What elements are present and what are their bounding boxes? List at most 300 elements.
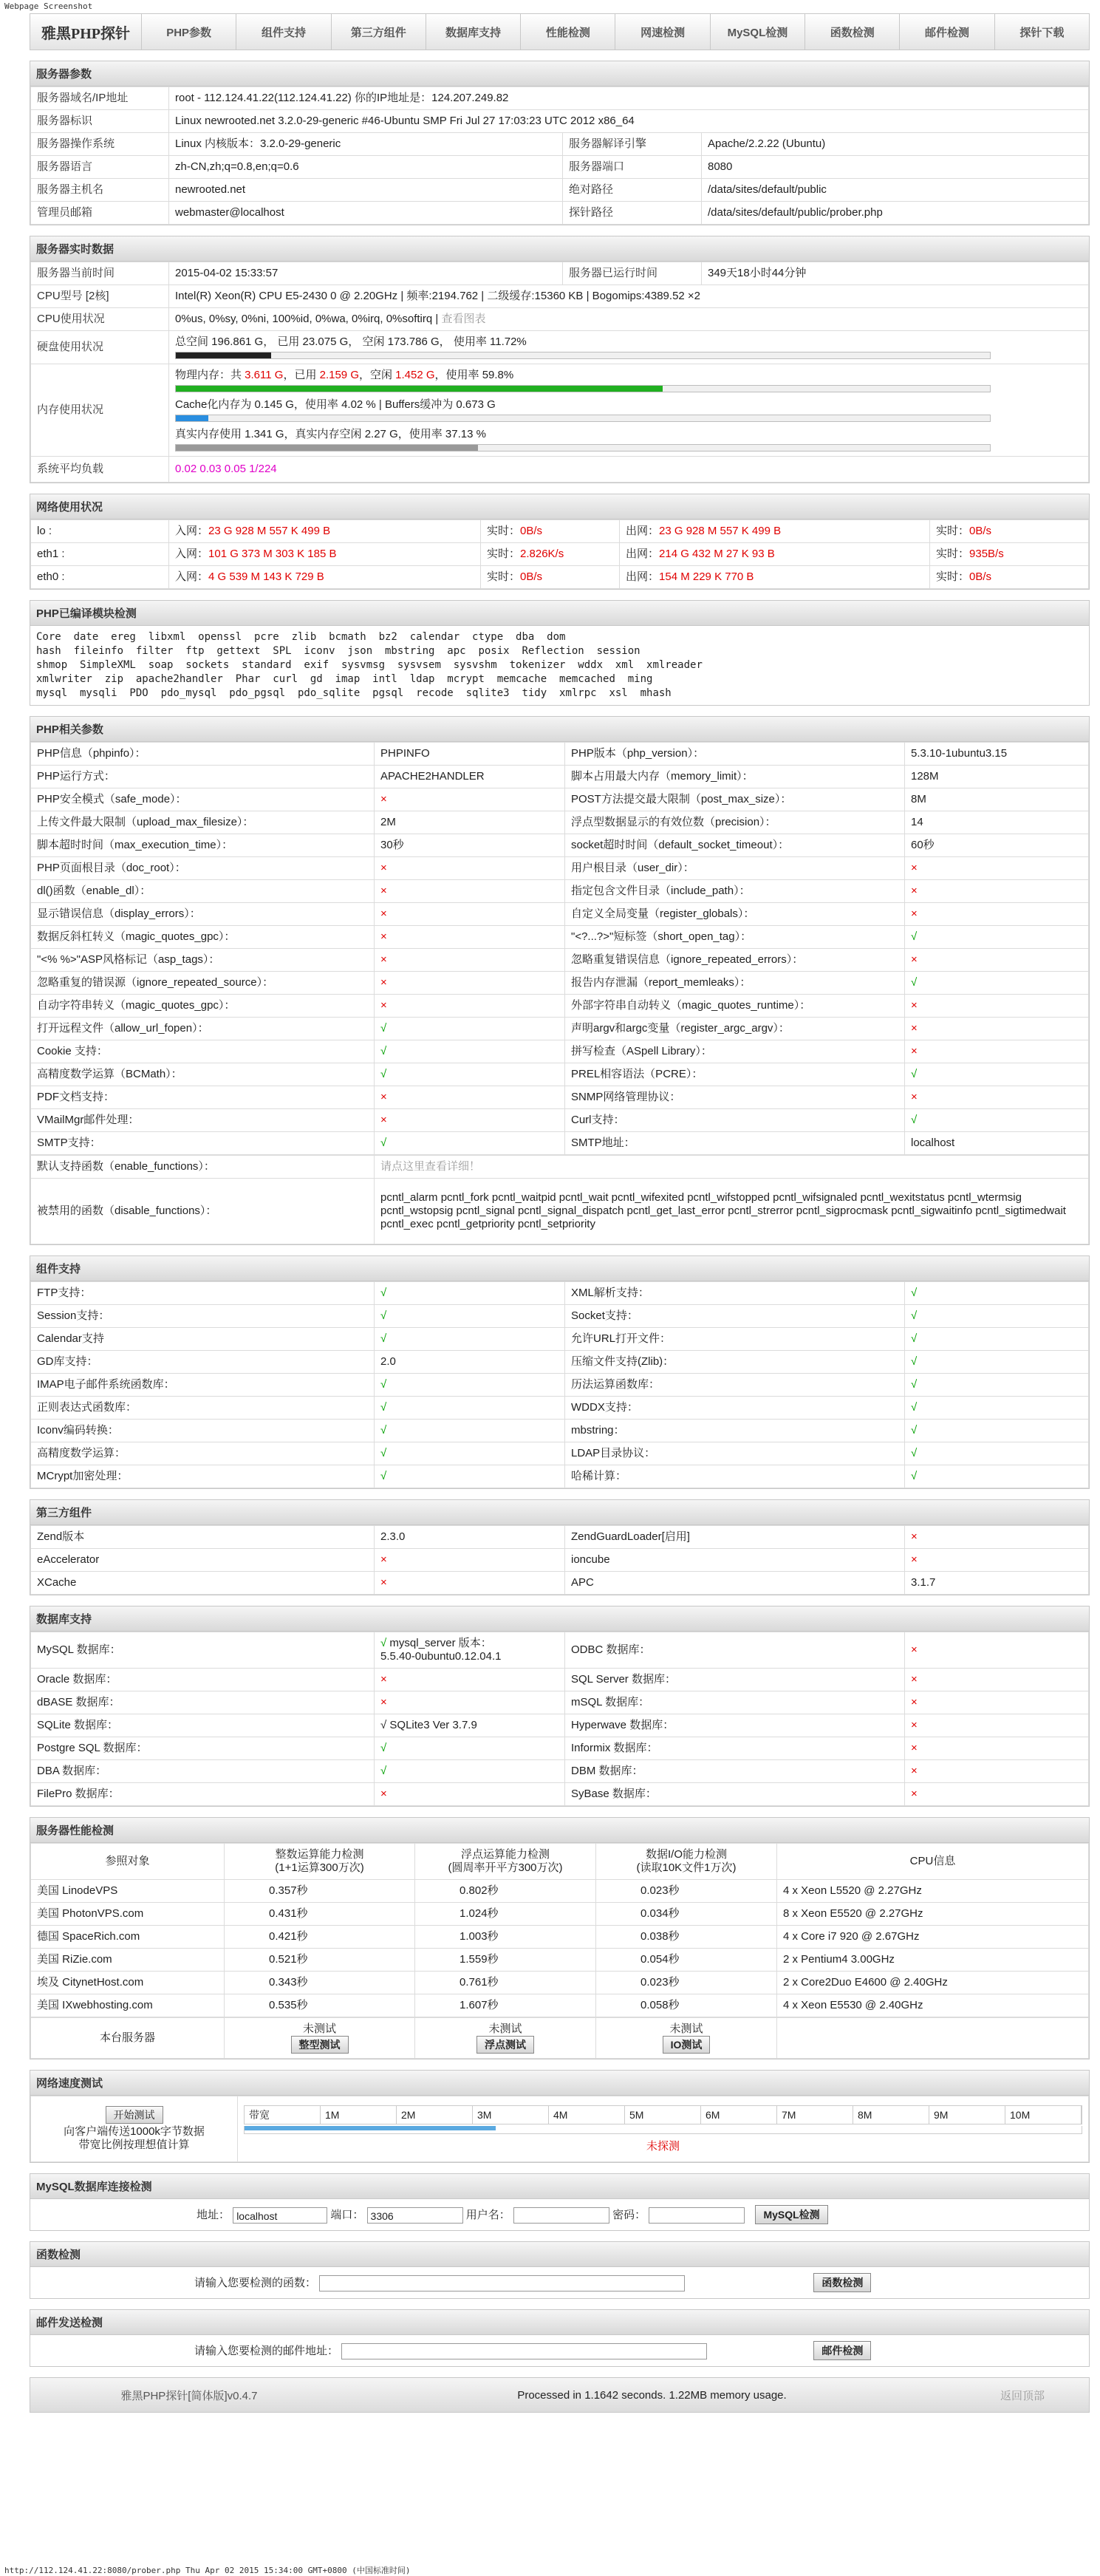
int-test-button[interactable]: 整型测试: [291, 2036, 349, 2054]
row-label: 绝对路径: [563, 179, 702, 202]
iface-name: eth1 :: [31, 543, 169, 566]
password-label: 密码：: [612, 2209, 646, 2221]
row-value: 60秒: [905, 834, 1089, 857]
row-label: 正则表达式函数库：: [31, 1397, 375, 1420]
table-row: [31, 110, 1089, 133]
row-label: Hyperwave 数据库：: [565, 1714, 905, 1737]
mem-phys-prefix: 物理内存：共: [175, 369, 245, 381]
section-title: 数据库支持: [30, 1606, 1089, 1632]
section-title: 服务器性能检测: [30, 1818, 1089, 1843]
row-value: √: [905, 1374, 1089, 1397]
table-row: [31, 1549, 1089, 1572]
row-value: √: [905, 1420, 1089, 1442]
function-input[interactable]: [319, 2275, 685, 2292]
table-row: [31, 1760, 1089, 1783]
out-rt-value: 0B/s: [969, 570, 992, 583]
performance-section: [30, 1817, 1090, 2059]
row-value: √: [375, 1063, 565, 1086]
row-value: 14: [905, 811, 1089, 834]
row-value: √: [375, 1737, 565, 1760]
iface-in-rt: [481, 566, 620, 589]
row-value: /data/sites/default/public: [702, 179, 1089, 202]
server-params-table: [30, 86, 1089, 225]
bandwidth-scale: [244, 2105, 1082, 2124]
mem-label: 内存使用状况: [31, 364, 169, 457]
in-label: 入网：: [175, 525, 209, 537]
cpu-chart-link[interactable]: 查看图表: [441, 313, 486, 325]
bandwidth-bar: [244, 2126, 1082, 2134]
mem-phys-free: 1.452 G: [395, 369, 435, 381]
row-value: 30秒: [375, 834, 565, 857]
nav-database[interactable]: 数据库支持: [426, 14, 521, 50]
io-result: 0.054秒: [596, 1949, 777, 1972]
table-row: [31, 1669, 1089, 1691]
row-label: Session支持：: [31, 1305, 375, 1328]
speed-status: 未探测: [646, 2139, 680, 2153]
mem-real-fill: [176, 445, 478, 451]
out-rt-value: 0B/s: [969, 525, 992, 537]
table-row: [31, 811, 1089, 834]
time-label: 服务器当前时间: [31, 262, 169, 285]
section-title: 邮件发送检测: [30, 2310, 1089, 2335]
row-value: ×: [905, 1783, 1089, 1806]
row-value: ×: [375, 788, 565, 811]
row-value: ×: [905, 880, 1089, 903]
mem-cache-bar: [175, 415, 991, 422]
speed-left-cell: [31, 2096, 238, 2162]
mysql-check-section: [30, 2173, 1090, 2231]
row-value: /data/sites/default/public/prober.php: [702, 202, 1089, 225]
disk-value: 总空间 196.861 G， 已用 23.075 G， 空闲 173.786 G， 使用率 11.72%: [175, 335, 527, 348]
iface-out: [620, 543, 930, 566]
local-cpu-cell: [777, 2018, 1089, 2059]
in-rt-value: 0B/s: [520, 570, 543, 583]
table-row: [31, 1109, 1089, 1132]
start-speed-test-button[interactable]: 开始测试: [106, 2106, 163, 2124]
row-value: √: [905, 1282, 1089, 1305]
row-value: ×: [375, 1691, 565, 1714]
nav-components[interactable]: 组件支持: [236, 14, 331, 50]
row-label: 脚本超时时间（max_execution_time）：: [31, 834, 375, 857]
section-title: 组件支持: [30, 1256, 1089, 1281]
table-row: [31, 1397, 1089, 1420]
scale-tick: 5M: [625, 2106, 701, 2124]
mail-check-section: [30, 2309, 1090, 2367]
table-row: [31, 262, 1089, 285]
nav-download[interactable]: 探针下载: [1019, 26, 1065, 39]
row-label: XCache: [31, 1572, 375, 1595]
table-row: [31, 1063, 1089, 1086]
mem-phys-rate: ，使用率 59.8%: [434, 369, 514, 381]
load-value: 0.02 0.03 0.05 1/224: [169, 457, 1089, 483]
iface-in-rt: [481, 520, 620, 543]
row-label: SyBase 数据库：: [565, 1783, 905, 1806]
section-title: PHP相关参数: [30, 717, 1089, 742]
table-row: [31, 156, 1089, 179]
cpu-sep: |: [435, 313, 442, 325]
nav-mail-check[interactable]: 邮件检测: [900, 14, 994, 50]
float-test-cell: [415, 2018, 596, 2059]
row-label: SQL Server 数据库：: [565, 1669, 905, 1691]
row-value: √: [375, 1282, 565, 1305]
out-rt-value: 935B/s: [969, 548, 1004, 560]
row-label: 压缩文件支持(Zlib)：: [565, 1351, 905, 1374]
in-value: 23 G 928 M 557 K 499 B: [208, 525, 331, 537]
row-label: Curl支持：: [565, 1109, 905, 1132]
row-value: √: [905, 1351, 1089, 1374]
in-label: 入网：: [175, 548, 209, 560]
row-value: √: [375, 1374, 565, 1397]
table-row: [31, 880, 1089, 903]
row-value: APACHE2HANDLER: [375, 766, 565, 788]
row-label: 探针路径: [563, 202, 702, 225]
row-value: √: [905, 972, 1089, 995]
section-title: 函数检测: [30, 2242, 1089, 2267]
row-value: √: [375, 1328, 565, 1351]
mem-physical-fill: [176, 386, 663, 392]
rt-label: 实时：: [487, 548, 521, 560]
row-label: XML解析支持：: [565, 1282, 905, 1305]
io-test-button[interactable]: IO测试: [663, 2036, 711, 2054]
table-row: [31, 1994, 1089, 2017]
mysql-check-button[interactable]: MySQL检测: [755, 2205, 827, 2224]
row-value: √: [375, 1040, 565, 1063]
enable-functions-link[interactable]: 请点这里查看详细！: [375, 1156, 1089, 1179]
row-label: 数据反斜杠转义（magic_quotes_gpc）：: [31, 926, 375, 949]
mem-phys-free-label: ，空闲: [358, 369, 396, 381]
row-label: 声明argv和argc变量（register_argc_argv）：: [565, 1018, 905, 1040]
iface-out-rt: [930, 520, 1089, 543]
time-value: 2015-04-02 15:33:57: [169, 262, 563, 285]
nav-php-params[interactable]: PHP参数: [142, 14, 236, 50]
scale-tick: 10M: [1005, 2106, 1082, 2124]
mem-phys-used-label: ，已用: [283, 369, 320, 381]
third-party-section: [30, 1499, 1090, 1595]
host-name: 美国 LinodeVPS: [31, 1880, 225, 1903]
iface-out-rt: [930, 543, 1089, 566]
row-value: ×: [375, 903, 565, 926]
mem-cell: [169, 364, 1089, 457]
iface-name: eth0 :: [31, 566, 169, 589]
scale-tick: 带宽: [245, 2106, 321, 2124]
table-row: [31, 1420, 1089, 1442]
nav-function-check[interactable]: 函数检测: [805, 14, 900, 50]
float-result: 0.761秒: [415, 1972, 596, 1994]
row-label: Oracle 数据库：: [31, 1669, 375, 1691]
table-row: [31, 1351, 1089, 1374]
row-label: 历法运算函数库：: [565, 1374, 905, 1397]
row-label: dBASE 数据库：: [31, 1691, 375, 1714]
row-label: 忽略重复的错误源（ignore_repeated_source）：: [31, 972, 375, 995]
mail-check-button[interactable]: 邮件检测: [813, 2341, 871, 2360]
col-header: CPU信息: [777, 1844, 1089, 1880]
enable-functions-label: 默认支持函数（enable_functions）：: [31, 1156, 375, 1179]
row-label: FTP支持：: [31, 1282, 375, 1305]
row-label: 服务器域名/IP地址: [31, 87, 169, 110]
col-header: 整数运算能力检测 (1+1运算300万次): [225, 1844, 415, 1880]
password-input[interactable]: [649, 2207, 745, 2224]
row-value: ×: [375, 1783, 565, 1806]
row-label: 打开远程文件（allow_url_fopen）：: [31, 1018, 375, 1040]
row-label: 自动字符串转义（magic_quotes_gpc）：: [31, 995, 375, 1018]
database-section: [30, 1606, 1090, 1807]
components-table: [30, 1281, 1089, 1488]
row-value: ×: [905, 1549, 1089, 1572]
section-title: 服务器参数: [30, 61, 1089, 86]
cpu-model-label: CPU型号 [2核]: [31, 285, 169, 308]
row-value: 8M: [905, 788, 1089, 811]
disk-progress-fill: [176, 352, 271, 358]
row-label: SNMP网络管理协议：: [565, 1086, 905, 1109]
network-table: [30, 519, 1089, 589]
io-result: 0.034秒: [596, 1903, 777, 1926]
section-title: MySQL数据库连接检测: [30, 2174, 1089, 2199]
scale-tick: 4M: [549, 2106, 625, 2124]
table-row: [31, 1179, 1089, 1244]
table-row: [31, 743, 1089, 766]
row-label: GD库支持：: [31, 1351, 375, 1374]
row-label: 外部字符串自动转义（magic_quotes_runtime）：: [565, 995, 905, 1018]
row-value: ×: [905, 1086, 1089, 1109]
modules-list: Core date ereg libxml openssl pcre zlib bcmath bz2 calendar ctype dba dom hash fileinfo filter ftp gettext SPL iconv json mbstring apc posix Reflection session shmop SimpleXML soap sockets standard exif sysvmsg sysvsem sysvshm tokenizer wddx xml xmlreader xmlwriter zip apache2handler Phar curl gd imap intl ldap mcrypt memcache memcached ming mysql mysqli PDO pdo_mysql pdo_pgsql pdo_sqlite pgsql recode sqlite3 tidy xmlrpc xsl mhash: [36, 631, 703, 699]
cpu-info: 2 x Core2Duo E4600 @ 2.40GHz: [777, 1972, 1089, 1994]
row-value: Apache/2.2.22 (Ubuntu): [702, 133, 1089, 156]
mysql-version: 5.5.40-0ubuntu0.12.04.1: [380, 1650, 502, 1663]
table-row: [31, 133, 1089, 156]
table-row: [31, 1132, 1089, 1155]
table-row: [31, 788, 1089, 811]
row-value: 3.1.7: [905, 1572, 1089, 1595]
table-row: [31, 1632, 1089, 1669]
performance-table: [30, 1843, 1089, 2017]
float-result: 1.559秒: [415, 1949, 596, 1972]
table-row: [31, 457, 1089, 483]
scale-tick: 6M: [701, 2106, 777, 2124]
mail-form: [30, 2335, 1089, 2366]
row-value: √ SQLite3 Ver 3.7.9: [375, 1714, 565, 1737]
row-label: 上传文件最大限制（upload_max_filesize）：: [31, 811, 375, 834]
mail-label: 请输入您要检测的邮件地址：: [194, 2345, 339, 2357]
table-header-row: [31, 1844, 1089, 1880]
mem-cache-text: Cache化内存为 0.145 G，使用率 4.02 % | Buffers缓冲为 0.673 G: [175, 398, 496, 411]
components-section: [30, 1255, 1090, 1489]
row-label: 指定包含文件目录（include_path）：: [565, 880, 905, 903]
section-title: 网络使用状况: [30, 494, 1089, 519]
realtime-section: [30, 236, 1090, 483]
disable-functions-label: 被禁用的函数（disable_functions）：: [31, 1179, 375, 1244]
function-check-section: [30, 2241, 1090, 2299]
row-label: mSQL 数据库：: [565, 1691, 905, 1714]
host-name: 美国 IXwebhosting.com: [31, 1994, 225, 2017]
user-input[interactable]: [513, 2207, 609, 2224]
rt-label: 实时：: [487, 525, 521, 537]
int-result: 0.343秒: [225, 1972, 415, 1994]
mail-input[interactable]: [341, 2343, 707, 2359]
cpu-usage-label: CPU使用状况: [31, 308, 169, 331]
table-row: [31, 202, 1089, 225]
php-params-table: [30, 742, 1089, 1155]
row-label: POST方法提交最大限制（post_max_size）：: [565, 788, 905, 811]
float-result: 0.802秒: [415, 1880, 596, 1903]
modules-section: [30, 600, 1090, 706]
row-value: ×: [375, 1549, 565, 1572]
io-test-cell: [596, 2018, 777, 2059]
in-rt-value: 0B/s: [520, 525, 543, 537]
out-value: 214 G 432 M 27 K 93 B: [659, 548, 775, 560]
mysql-form: [30, 2199, 1089, 2230]
addr-input[interactable]: localhost: [233, 2207, 327, 2224]
table-row: [31, 926, 1089, 949]
speed-section: [30, 2070, 1090, 2163]
row-label: Postgre SQL 数据库：: [31, 1737, 375, 1760]
row-label: Zend版本: [31, 1526, 375, 1549]
row-value: ×: [905, 1737, 1089, 1760]
footer-version: 雅黑PHP探针[简体版]v0.4.7: [120, 2389, 258, 2402]
int-result: 0.357秒: [225, 1880, 415, 1903]
table-row: [31, 1783, 1089, 1806]
table-row: [31, 834, 1089, 857]
row-value: Linux 内核版本：3.2.0-29-generic: [169, 133, 563, 156]
row-label: "<?...?>"短标签（short_open_tag）：: [565, 926, 905, 949]
nav-performance[interactable]: 性能检测: [521, 14, 615, 50]
section-title: PHP已编译模块检测: [30, 601, 1089, 626]
realtime-table: [30, 262, 1089, 483]
mem-physical-bar: [175, 385, 991, 392]
row-value: 2.3.0: [375, 1526, 565, 1549]
row-value: √: [375, 1760, 565, 1783]
load-label: 系统平均负载: [31, 457, 169, 483]
row-value: ×: [375, 995, 565, 1018]
disk-cell: [169, 331, 1089, 364]
table-row: [31, 285, 1089, 308]
row-label: 管理员邮箱: [31, 202, 169, 225]
performance-local-table: [30, 2017, 1089, 2059]
row-value: √: [905, 1328, 1089, 1351]
row-value: ×: [375, 949, 565, 972]
row-label: 服务器标识: [31, 110, 169, 133]
table-row: [31, 972, 1089, 995]
row-label: 报告内存泄漏（report_memleaks）：: [565, 972, 905, 995]
row-value: webmaster@localhost: [169, 202, 563, 225]
row-label: ioncube: [565, 1549, 905, 1572]
row-label: 自定义全局变量（register_globals）：: [565, 903, 905, 926]
disable-functions-value: pcntl_alarm pcntl_fork pcntl_waitpid pcntl_wait pcntl_wifexited pcntl_wifstopped pcntl_wifsignaled pcntl_wexitstatus pcntl_wtermsig pcntl_wstopsig pcntl_signal pcntl_signal_dispatch pcntl_get_last_error pcntl_strerror pcntl_sigprocmask pcntl_sigwaitinfo pcntl_sigtimedwait pcntl_exec pcntl_getpriority pcntl_setpriority: [375, 1179, 1089, 1244]
row-value: √: [905, 1442, 1089, 1465]
page-caption: Webpage Screenshot: [4, 1, 93, 11]
section-title: 网络速度测试: [30, 2071, 1089, 2096]
row-value: localhost: [905, 1132, 1089, 1155]
row-label: PHP信息（phpinfo）：: [31, 743, 375, 766]
row-value: 128M: [905, 766, 1089, 788]
nav-mysql-check[interactable]: MySQL检测: [711, 14, 805, 50]
float-result: 1.607秒: [415, 1994, 596, 2017]
table-row: [31, 1282, 1089, 1305]
scale-tick: 3M: [473, 2106, 549, 2124]
row-label: PDF文档支持：: [31, 1086, 375, 1109]
rt-label: 实时：: [936, 548, 970, 560]
host-name: 美国 RiZie.com: [31, 1949, 225, 1972]
row-value: ×: [375, 857, 565, 880]
row-value: ×: [375, 1086, 565, 1109]
in-rt-value: 2.826K/s: [520, 548, 564, 560]
nav-speed-test[interactable]: 网速检测: [615, 14, 710, 50]
table-row: [31, 1737, 1089, 1760]
in-value: 4 G 539 M 143 K 729 B: [208, 570, 324, 583]
mem-real-bar: [175, 444, 991, 452]
float-test-result: 未测试: [488, 2023, 522, 2035]
page-footer: [30, 2377, 1090, 2413]
row-label: LDAP目录协议：: [565, 1442, 905, 1465]
top-nav: [30, 13, 1090, 50]
float-test-button[interactable]: 浮点测试: [476, 2036, 534, 2054]
row-value: ×: [905, 1526, 1089, 1549]
row-value: ×: [905, 1691, 1089, 1714]
php-functions-table: [30, 1155, 1089, 1244]
odbc-label: ODBC 数据库：: [565, 1632, 905, 1669]
iface-in-rt: [481, 543, 620, 566]
table-row: [31, 1018, 1089, 1040]
disk-progress-bar: [175, 352, 991, 359]
out-label: 出网：: [626, 570, 660, 583]
row-value: ×: [905, 857, 1089, 880]
uptime-value: 349天18小时44分钟: [702, 262, 1089, 285]
row-label: eAccelerator: [31, 1549, 375, 1572]
table-row: [31, 1880, 1089, 1903]
table-row: [31, 1949, 1089, 1972]
cpu-usage-value: 0%us, 0%sy, 0%ni, 100%id, 0%wa, 0%irq, 0%softirq: [175, 313, 433, 325]
mysql-check-mark: √: [380, 1637, 387, 1649]
row-label: PHP版本（php_version）：: [565, 743, 905, 766]
table-row: [31, 364, 1089, 457]
row-label: APC: [565, 1572, 905, 1595]
row-label: 拼写检查（ASpell Library）：: [565, 1040, 905, 1063]
row-value: ×: [375, 1669, 565, 1691]
table-row: [31, 179, 1089, 202]
row-value: ×: [905, 995, 1089, 1018]
row-value: zh-CN,zh;q=0.8,en;q=0.6: [169, 156, 563, 179]
back-to-top-link[interactable]: 返回顶部: [1000, 2389, 1045, 2402]
cpu-info: 4 x Core i7 920 @ 2.67GHz: [777, 1926, 1089, 1949]
host-name: 德国 SpaceRich.com: [31, 1926, 225, 1949]
row-value: ×: [375, 880, 565, 903]
int-test-cell: [225, 2018, 415, 2059]
table-row: [31, 1714, 1089, 1737]
port-input[interactable]: 3306: [367, 2207, 463, 2224]
row-value: √: [375, 1420, 565, 1442]
row-value: ×: [905, 1669, 1089, 1691]
row-value: Linux newrooted.net 3.2.0-29-generic #46-Ubuntu SMP Fri Jul 27 17:03:23 UTC 2012 x86_64: [169, 110, 1089, 133]
function-check-button[interactable]: 函数检测: [813, 2273, 871, 2292]
nav-third-party[interactable]: 第三方组件: [332, 14, 426, 50]
brand-logo[interactable]: 雅黑PHP探针: [30, 14, 142, 50]
row-label: SMTP地址：: [565, 1132, 905, 1155]
iface-out-rt: [930, 566, 1089, 589]
io-result: 0.058秒: [596, 1994, 777, 2017]
row-value: √: [375, 1132, 565, 1155]
iface-out: [620, 566, 930, 589]
rt-label: 实时：: [487, 570, 521, 583]
row-label: PHP运行方式：: [31, 766, 375, 788]
mysql-label: MySQL 数据库：: [31, 1632, 375, 1669]
function-label: 请输入您要检测的函数：: [194, 2277, 317, 2289]
row-value: ×: [905, 1760, 1089, 1783]
row-value: √: [375, 1397, 565, 1420]
server-params-section: [30, 61, 1090, 225]
row-label: Informix 数据库：: [565, 1737, 905, 1760]
row-value: 2.0: [375, 1351, 565, 1374]
table-row: [31, 2096, 1089, 2162]
row-label: PREL相容语法（PCRE）：: [565, 1063, 905, 1086]
